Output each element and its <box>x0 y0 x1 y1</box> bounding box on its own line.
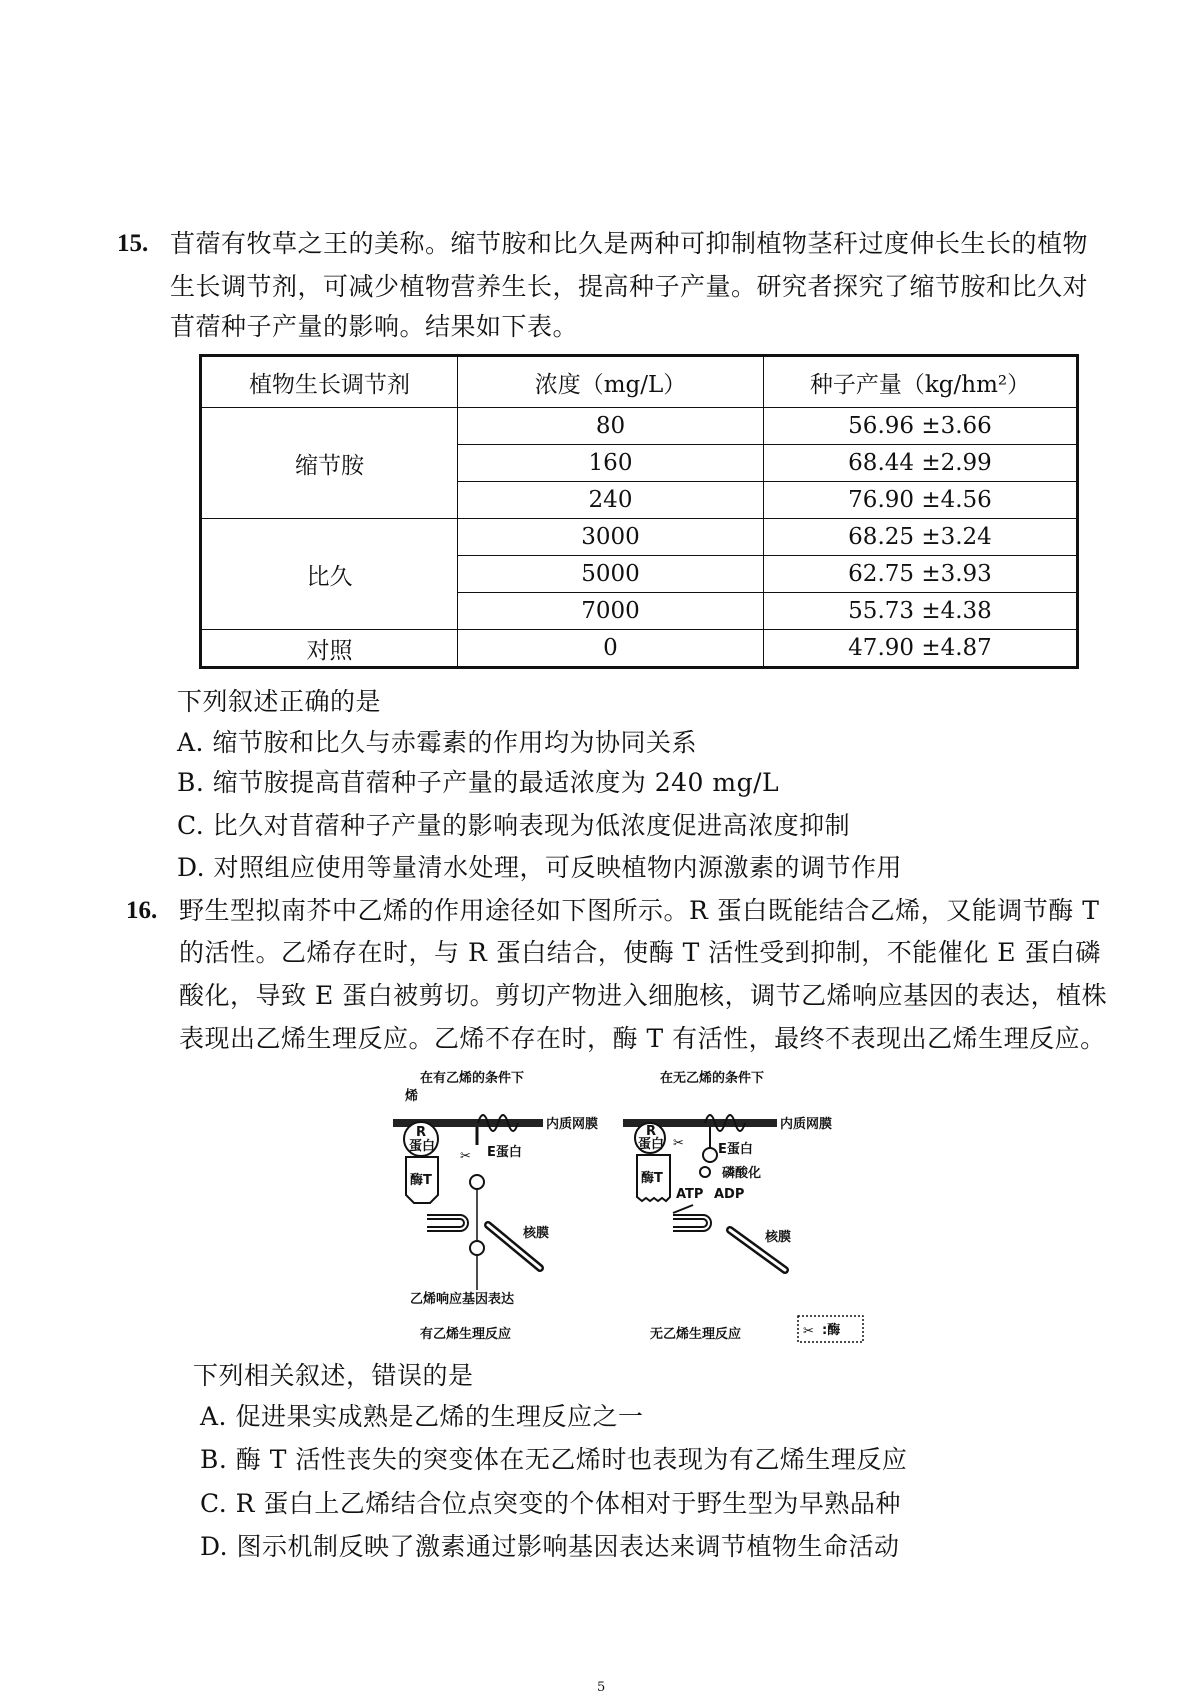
r-protein-label: R <box>646 1124 657 1139</box>
table-cell: 0 <box>458 630 764 668</box>
table-cell: 5000 <box>458 556 764 593</box>
question-text: 苜蓿有牧草之王的美称。缩节胺和比久是两种可抑制植物茎秆过度伸长生长的植物 <box>170 229 1089 258</box>
adp-label: ADP <box>714 1187 745 1202</box>
nuclear-membrane-label: 核膜 <box>765 1230 792 1245</box>
scissors-icon: ✂ <box>673 1136 684 1151</box>
option-d: D. 图示机制反映了激素通过影响基因表达来调节植物生命活动 <box>200 1532 900 1561</box>
enzyme-t-label: 酶T <box>410 1173 432 1188</box>
question-number: 15. <box>117 230 149 257</box>
question-stem: 下列叙述正确的是 <box>177 687 382 716</box>
e-protein-label: E蛋白 <box>487 1145 522 1160</box>
arrow <box>673 1205 693 1213</box>
table-cell: 62.75 ±3.93 <box>764 556 1078 593</box>
option-c: C. R 蛋白上乙烯结合位点突变的个体相对于野生型为早熟品种 <box>200 1489 901 1518</box>
option-a: A. 促进果实成熟是乙烯的生理反应之一 <box>200 1402 644 1431</box>
r-protein-label: 蛋白 <box>638 1137 665 1152</box>
e-protein-label: E蛋白 <box>718 1142 753 1157</box>
header-cell: 植物生长调节剂 <box>201 356 458 408</box>
option-b: B. 酶 T 活性丧失的突变体在无乙烯时也表现为有乙烯生理反应 <box>200 1445 908 1474</box>
er-membrane-label: 内质网膜 <box>780 1117 833 1132</box>
question-text: 野生型拟南芥中乙烯的作用途径如下图所示。R 蛋白既能结合乙烯，又能调节酶 T <box>179 896 1100 925</box>
table-cell: 7000 <box>458 593 764 630</box>
group-cell: 比久 <box>201 519 458 630</box>
option-b: B. 缩节胺提高苜蓿种子产量的最适浓度为 240 mg/L <box>177 768 780 797</box>
group-cell: 缩节胺 <box>201 408 458 519</box>
table-cell: 160 <box>458 445 764 482</box>
right-result: 无乙烯生理反应 <box>650 1327 742 1342</box>
atp-label: ATP <box>676 1187 704 1202</box>
table-cell: 68.25 ±3.24 <box>764 519 1078 556</box>
table-cell: 240 <box>458 482 764 519</box>
phosphorylation-label: 磷酸化 <box>722 1166 762 1181</box>
ethylene-label: 烯 <box>405 1089 419 1104</box>
right-title: 在无乙烯的条件下 <box>660 1071 765 1086</box>
option-c: C. 比久对苜蓿种子产量的影响表现为低浓度促进高浓度抑制 <box>177 811 851 840</box>
option-d: D. 对照组应使用等量清水处理，可反映植物内源激素的调节作用 <box>177 853 903 882</box>
table-row <box>201 408 1078 445</box>
header-cell: 浓度（mg/L） <box>458 356 764 408</box>
question-number: 16. <box>126 897 158 924</box>
scissors-icon: ✂ <box>460 1149 471 1164</box>
enzyme-t-label: 酶T <box>641 1171 663 1186</box>
table-cell: 47.90 ±4.87 <box>764 630 1078 668</box>
question-text: 表现出乙烯生理反应。乙烯不存在时，酶 T 有活性，最终不表现出乙烯生理反应。 <box>179 1024 1106 1053</box>
scissors-icon: ✂ <box>803 1324 814 1339</box>
question-text: 酸化，导致 E 蛋白被剪切。剪切产物进入细胞核，调节乙烯响应基因的表达，植株 <box>179 981 1108 1010</box>
nuclear-membrane-left <box>427 1215 468 1231</box>
results-table <box>199 354 1079 669</box>
table-row <box>201 519 1078 556</box>
nuclear-membrane-right <box>673 1215 711 1231</box>
header-cell: 种子产量（kg/hm²） <box>764 356 1078 408</box>
nuclear-membrane-label: 核膜 <box>523 1226 550 1241</box>
group-cell: 对照 <box>201 630 458 668</box>
table-cell: 76.90 ±4.56 <box>764 482 1078 519</box>
table-row <box>201 630 1078 668</box>
question-text: 生长调节剂，可减少植物营养生长，提高种子产量。研究者探究了缩节胺和比久对 <box>170 272 1089 301</box>
cleaved-product <box>470 1175 484 1189</box>
legend-label: :酶 <box>822 1323 841 1338</box>
page-number: 5 <box>597 1680 606 1695</box>
left-result: 有乙烯生理反应 <box>420 1327 512 1342</box>
table-cell: 3000 <box>458 519 764 556</box>
table-cell: 55.73 ±4.38 <box>764 593 1078 630</box>
r-protein-label: 蛋白 <box>409 1139 436 1154</box>
ethylene-pathway-diagram <box>385 1065 875 1355</box>
table-cell: 56.96 ±3.66 <box>764 408 1078 445</box>
table-cell: 68.44 ±2.99 <box>764 445 1078 482</box>
gene-expression-label: 乙烯响应基因表达 <box>410 1292 515 1307</box>
table-header <box>201 356 1078 408</box>
er-membrane-label: 内质网膜 <box>546 1117 599 1132</box>
nuclear-product <box>470 1241 484 1255</box>
table-cell: 80 <box>458 408 764 445</box>
e-protein-circle <box>703 1148 717 1162</box>
question-text: 苜蓿种子产量的影响。结果如下表。 <box>170 312 579 341</box>
r-protein-label: R <box>416 1125 427 1140</box>
left-title: 在有乙烯的条件下 <box>420 1071 525 1086</box>
phosphate-circle <box>700 1167 710 1177</box>
option-a: A. 缩节胺和比久与赤霉素的作用均为协同关系 <box>177 728 697 757</box>
question-text: 的活性。乙烯存在时，与 R 蛋白结合，使酶 T 活性受到抑制，不能催化 E 蛋白磷 <box>179 938 1101 967</box>
question-stem: 下列相关叙述，错误的是 <box>193 1361 474 1390</box>
